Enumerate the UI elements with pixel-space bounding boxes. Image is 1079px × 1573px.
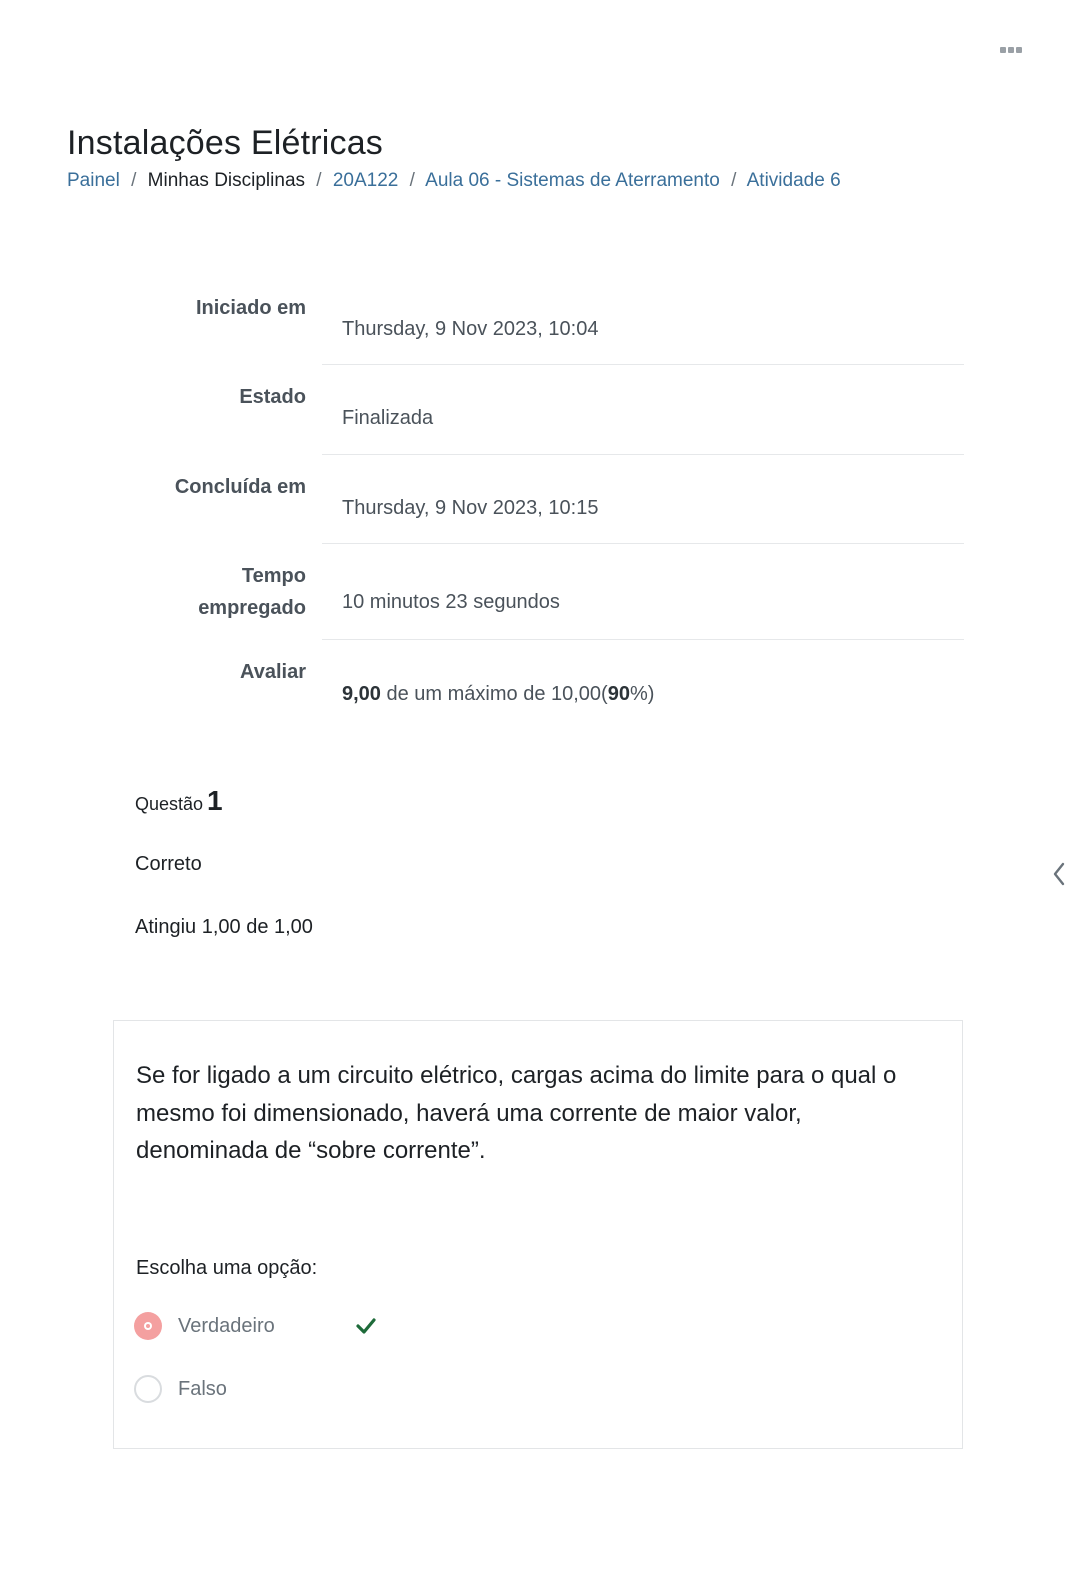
dot (1016, 47, 1022, 53)
check-icon (355, 1316, 377, 1336)
grade-score: 9,00 (342, 683, 381, 705)
breadcrumb (67, 170, 841, 192)
started-value: Thursday, 9 Nov 2023, 10:04 (342, 318, 599, 340)
question-content-box (113, 1020, 963, 1449)
state-value: Finalizada (342, 407, 434, 429)
grade-value (342, 683, 654, 706)
question-number (135, 785, 223, 817)
more-options-icon[interactable] (1000, 44, 1026, 56)
row-divider (322, 454, 964, 455)
breadcrumb-separator: / (131, 170, 137, 191)
breadcrumb-item-minhas-disciplinas: Minhas Disciplinas (147, 170, 306, 191)
row-divider (322, 364, 964, 365)
question-text: Se for ligado a um circuito elétrico, cargas acima do limite para o qual o mesmo foi dimensionado, haverá uma corrente de maior valor, denominada de “sobre corrente”. (136, 1062, 897, 1164)
question-state: Correto (135, 853, 202, 875)
time-taken-value: 10 minutos 23 segundos (342, 591, 560, 613)
question-mark: Atingiu 1,00 de 1,00 (135, 916, 313, 938)
answer-option-verdadeiro[interactable] (134, 1309, 275, 1343)
page-title: Instalações Elétricas (67, 124, 384, 162)
answer-option-falso[interactable] (134, 1372, 227, 1406)
time-taken-label-line1: Tempo (241, 565, 306, 587)
breadcrumb-link-painel[interactable]: Painel (67, 170, 120, 191)
grade-label: Avaliar (240, 661, 306, 683)
breadcrumb-link-activity[interactable]: Atividade 6 (746, 170, 841, 191)
breadcrumb-separator: / (409, 170, 415, 191)
question-label: Questão (135, 794, 204, 814)
breadcrumb-link-course[interactable]: 20A122 (332, 170, 399, 191)
row-divider (322, 639, 964, 640)
dot (1008, 47, 1014, 53)
breadcrumb-separator: / (316, 170, 322, 191)
time-taken-label-line2: empregado (198, 597, 306, 619)
row-divider (322, 543, 964, 544)
chevron-left-icon-svg (1048, 860, 1072, 888)
grade-middle-text: de um máximo de 10,00( (380, 683, 608, 705)
grade-suffix: %) (629, 683, 655, 705)
question-number-value: 1 (207, 785, 223, 816)
answer-prompt: Escolha uma opção: (136, 1257, 318, 1279)
completed-value: Thursday, 9 Nov 2023, 10:15 (342, 497, 599, 519)
started-label: Iniciado em (195, 297, 306, 319)
answer-option-label: Verdadeiro (178, 1314, 275, 1337)
grade-percent: 90 (607, 683, 630, 705)
time-taken-label (198, 560, 306, 624)
answer-option-label: Falso (178, 1377, 227, 1400)
state-label: Estado (239, 386, 306, 408)
breadcrumb-separator: / (731, 170, 737, 191)
radio-checked-icon[interactable] (134, 1312, 162, 1340)
completed-label: Concluída em (174, 476, 306, 498)
chevron-left-icon[interactable] (1048, 860, 1072, 888)
radio-unchecked-icon[interactable] (134, 1375, 162, 1403)
dot (1000, 47, 1006, 53)
breadcrumb-link-section[interactable]: Aula 06 - Sistemas de Aterramento (425, 170, 720, 191)
